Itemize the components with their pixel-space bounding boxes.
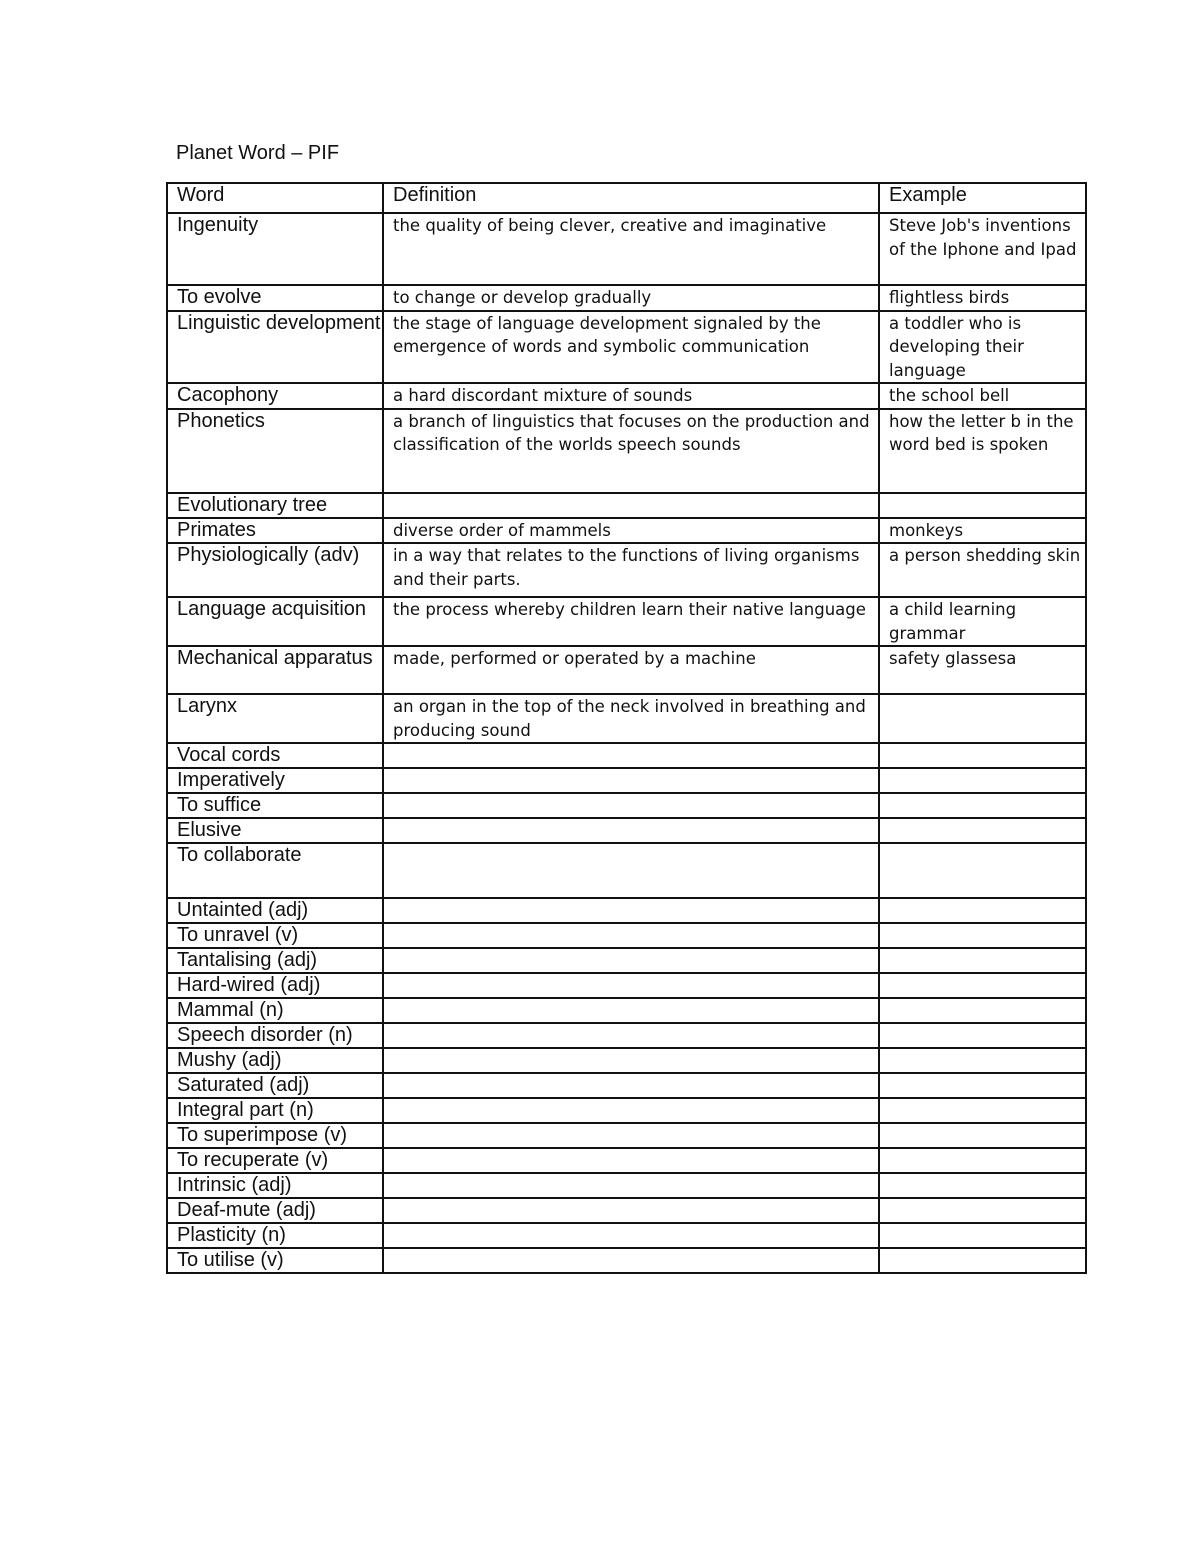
definition-cell bbox=[383, 1173, 879, 1198]
example-cell bbox=[879, 948, 1086, 973]
table-row bbox=[167, 518, 1086, 544]
example-cell bbox=[879, 1198, 1086, 1223]
word-cell: Saturated (adj) bbox=[167, 1073, 383, 1098]
definition-cell bbox=[383, 768, 879, 793]
word-cell: To unravel (v) bbox=[167, 923, 383, 948]
example-cell bbox=[879, 1048, 1086, 1073]
definition-cell bbox=[383, 1073, 879, 1098]
definition-cell bbox=[383, 818, 879, 843]
table-row bbox=[167, 311, 1086, 384]
table-row bbox=[167, 493, 1086, 518]
table-row bbox=[167, 973, 1086, 998]
word-cell: Mushy (adj) bbox=[167, 1048, 383, 1073]
example-cell bbox=[879, 743, 1086, 768]
example-cell bbox=[879, 973, 1086, 998]
example-cell bbox=[879, 998, 1086, 1023]
table-row bbox=[167, 793, 1086, 818]
table-row bbox=[167, 409, 1086, 493]
example-cell: how the letter b in the word bed is spoken bbox=[879, 409, 1086, 493]
table-row bbox=[167, 597, 1086, 646]
definition-cell bbox=[383, 1248, 879, 1273]
definition-cell bbox=[383, 998, 879, 1023]
word-cell: Evolutionary tree bbox=[167, 493, 383, 518]
table-row bbox=[167, 1198, 1086, 1223]
table-row bbox=[167, 285, 1086, 311]
definition-cell: to change or develop gradually bbox=[383, 285, 879, 311]
example-cell bbox=[879, 1223, 1086, 1248]
word-cell: Untainted (adj) bbox=[167, 898, 383, 923]
definition-cell bbox=[383, 1223, 879, 1248]
definition-cell bbox=[383, 923, 879, 948]
word-cell: Elusive bbox=[167, 818, 383, 843]
word-cell: Imperatively bbox=[167, 768, 383, 793]
word-cell: Deaf-mute (adj) bbox=[167, 1198, 383, 1223]
example-cell bbox=[879, 1148, 1086, 1173]
word-cell: To utilise (v) bbox=[167, 1248, 383, 1273]
table-header-row bbox=[167, 183, 1086, 213]
word-cell: Phonetics bbox=[167, 409, 383, 493]
table-row bbox=[167, 923, 1086, 948]
word-cell: Tantalising (adj) bbox=[167, 948, 383, 973]
table-row bbox=[167, 1023, 1086, 1048]
example-cell: monkeys bbox=[879, 518, 1086, 544]
example-cell bbox=[879, 898, 1086, 923]
example-cell: safety glassesa bbox=[879, 646, 1086, 694]
table-row bbox=[167, 1223, 1086, 1248]
example-cell bbox=[879, 1173, 1086, 1198]
example-cell bbox=[879, 768, 1086, 793]
word-cell: Primates bbox=[167, 518, 383, 544]
definition-cell bbox=[383, 1123, 879, 1148]
definition-cell: the process whereby children learn their native language bbox=[383, 597, 879, 646]
example-cell bbox=[879, 694, 1086, 743]
word-cell: Larynx bbox=[167, 694, 383, 743]
table-row bbox=[167, 213, 1086, 285]
definition-cell bbox=[383, 1148, 879, 1173]
definition-cell bbox=[383, 743, 879, 768]
definition-cell: a hard discordant mixture of sounds bbox=[383, 383, 879, 409]
table-row bbox=[167, 1098, 1086, 1123]
definition-cell bbox=[383, 1023, 879, 1048]
example-cell bbox=[879, 1073, 1086, 1098]
definition-cell bbox=[383, 493, 879, 518]
word-cell: Hard-wired (adj) bbox=[167, 973, 383, 998]
word-cell: Integral part (n) bbox=[167, 1098, 383, 1123]
definition-cell: an organ in the top of the neck involved in breathing and producing sound bbox=[383, 694, 879, 743]
example-cell bbox=[879, 818, 1086, 843]
vocabulary-table bbox=[166, 182, 1087, 1274]
header-definition: Definition bbox=[383, 183, 879, 213]
table-row bbox=[167, 743, 1086, 768]
example-cell bbox=[879, 923, 1086, 948]
word-cell: To suffice bbox=[167, 793, 383, 818]
example-cell bbox=[879, 1248, 1086, 1273]
example-cell: Steve Job's inventions of the Iphone and Ipad bbox=[879, 213, 1086, 285]
definition-cell bbox=[383, 1048, 879, 1073]
example-cell: a person shedding skin bbox=[879, 543, 1086, 597]
table-row bbox=[167, 1123, 1086, 1148]
table-row bbox=[167, 1148, 1086, 1173]
example-cell: the school bell bbox=[879, 383, 1086, 409]
example-cell bbox=[879, 493, 1086, 518]
page-title: Planet Word – PIF bbox=[176, 142, 340, 164]
word-cell: Cacophony bbox=[167, 383, 383, 409]
word-cell: Mechanical apparatus bbox=[167, 646, 383, 694]
word-cell: To recuperate (v) bbox=[167, 1148, 383, 1173]
word-cell: Speech disorder (n) bbox=[167, 1023, 383, 1048]
word-cell: To collaborate bbox=[167, 843, 383, 898]
table-row bbox=[167, 998, 1086, 1023]
word-cell: To superimpose (v) bbox=[167, 1123, 383, 1148]
table-row bbox=[167, 1248, 1086, 1273]
word-cell: Mammal (n) bbox=[167, 998, 383, 1023]
table-row bbox=[167, 948, 1086, 973]
word-cell: Plasticity (n) bbox=[167, 1223, 383, 1248]
table-row bbox=[167, 768, 1086, 793]
table-row bbox=[167, 1048, 1086, 1073]
table-row bbox=[167, 818, 1086, 843]
example-cell bbox=[879, 1023, 1086, 1048]
example-cell bbox=[879, 793, 1086, 818]
word-cell: Intrinsic (adj) bbox=[167, 1173, 383, 1198]
definition-cell: the quality of being clever, creative and imaginative bbox=[383, 213, 879, 285]
table-row bbox=[167, 1073, 1086, 1098]
table-row bbox=[167, 543, 1086, 597]
example-cell bbox=[879, 1123, 1086, 1148]
word-cell: To evolve bbox=[167, 285, 383, 311]
table-row bbox=[167, 1173, 1086, 1198]
definition-cell bbox=[383, 1098, 879, 1123]
word-cell: Linguistic development bbox=[167, 311, 383, 384]
header-word: Word bbox=[167, 183, 383, 213]
definition-cell: the stage of language development signaled by the emergence of words and symbolic communication bbox=[383, 311, 879, 384]
word-cell: Physiologically (adv) bbox=[167, 543, 383, 597]
example-cell: a toddler who is developing their language bbox=[879, 311, 1086, 384]
example-cell bbox=[879, 1098, 1086, 1123]
table-row bbox=[167, 843, 1086, 898]
example-cell bbox=[879, 843, 1086, 898]
definition-cell: a branch of linguistics that focuses on the production and classification of the worlds speech sounds bbox=[383, 409, 879, 493]
table-row bbox=[167, 898, 1086, 923]
word-cell: Language acquisition bbox=[167, 597, 383, 646]
example-cell: flightless birds bbox=[879, 285, 1086, 311]
definition-cell bbox=[383, 1198, 879, 1223]
definition-cell: in a way that relates to the functions of living organisms and their parts. bbox=[383, 543, 879, 597]
word-cell: Ingenuity bbox=[167, 213, 383, 285]
definition-cell bbox=[383, 843, 879, 898]
definition-cell bbox=[383, 948, 879, 973]
table-row bbox=[167, 646, 1086, 694]
example-cell: a child learning grammar bbox=[879, 597, 1086, 646]
word-cell: Vocal cords bbox=[167, 743, 383, 768]
definition-cell: diverse order of mammels bbox=[383, 518, 879, 544]
definition-cell bbox=[383, 793, 879, 818]
header-example: Example bbox=[879, 183, 1086, 213]
table-row bbox=[167, 694, 1086, 743]
definition-cell: made, performed or operated by a machine bbox=[383, 646, 879, 694]
table-row bbox=[167, 383, 1086, 409]
definition-cell bbox=[383, 973, 879, 998]
definition-cell bbox=[383, 898, 879, 923]
